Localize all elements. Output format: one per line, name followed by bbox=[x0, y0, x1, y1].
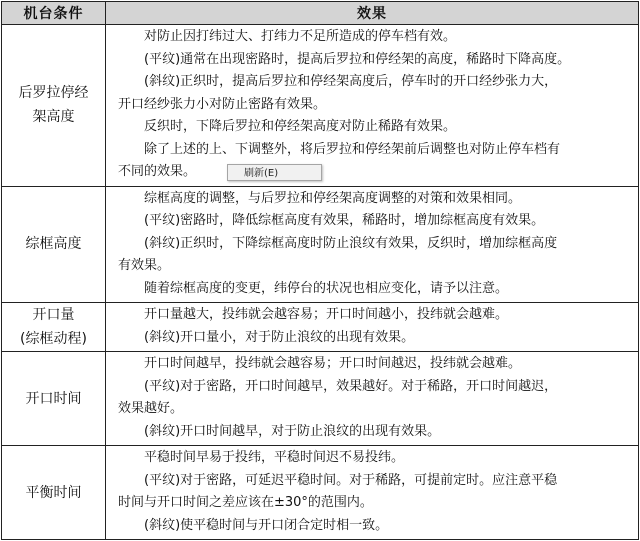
header-effect: 效果 bbox=[106, 2, 639, 25]
effect-line: 反织时，下降后罗拉和停经架高度对防止稀路有效果。 bbox=[144, 119, 457, 134]
loom-settings-table bbox=[1, 1, 639, 540]
effect-line: 随着综框高度的变更，纬停台的状况也相应变化，请予以注意。 bbox=[144, 280, 509, 296]
effect-line: (平纹)密路时，降低综框高度有效果，稀路时，增加综框高度有效果。 bbox=[144, 213, 545, 228]
effect-cell bbox=[106, 352, 639, 446]
effect-line: 开口量越大，投纬就会越容易；开口时间越小，投纬就会越难。 bbox=[144, 307, 509, 322]
effect-line: 时间与开口时间之差应该在±30°的范围内。 bbox=[118, 495, 373, 510]
effect-line: 对防止因打纬过大、打纬力不足所造成的停车档有效。 bbox=[144, 29, 457, 44]
effect-line: 除了上述的上、下调整外，将后罗拉和停经架前后调整也对防止停车档有 bbox=[144, 141, 561, 157]
context-menu-refresh-item[interactable]: 刷新(E) bbox=[227, 164, 322, 181]
effect-cell bbox=[106, 303, 639, 352]
effect-line: 有效果。 bbox=[118, 258, 171, 273]
condition-cell bbox=[2, 25, 106, 187]
effect-line: 开口时间越早，投纬就会越容易；开口时间越迟，投纬就会越难。 bbox=[144, 356, 522, 371]
effect-line: (平纹)对于密路，可延迟平稳时间。对于稀路，可提前定时。应注意平稳 bbox=[144, 472, 558, 488]
effect-line: 综框高度的调整，与后罗拉和停经架高度调整的对策和效果相同。 bbox=[144, 190, 522, 206]
effect-cell bbox=[106, 25, 639, 187]
condition-line: 平衡时间 bbox=[25, 484, 82, 501]
condition-cell bbox=[2, 303, 106, 352]
effect-line: 不同的效果。 bbox=[118, 164, 197, 179]
condition-line: 开口时间 bbox=[25, 390, 82, 407]
effect-line: (斜纹)使平稳时间与开口闭合定时相一致。 bbox=[144, 517, 389, 533]
condition-line: 后罗拉停经 bbox=[18, 85, 89, 102]
table-row bbox=[2, 352, 639, 446]
table-row bbox=[2, 303, 639, 352]
effect-cell bbox=[106, 186, 639, 303]
condition-line: 架高度 bbox=[32, 109, 75, 126]
effect-line: (斜纹)开口时间越早，对于防止浪纹的出现有效果。 bbox=[144, 423, 441, 439]
effect-line: (斜纹)正织时，下降综框高度时防止浪纹有效果，反织时，增加综框高度 bbox=[144, 235, 558, 251]
table-row bbox=[2, 186, 639, 303]
effect-line: 开口经纱张力小对防止密路有效果。 bbox=[118, 96, 327, 112]
effect-line: (平纹)通常在出现密路时，提高后罗拉和停经架的高度，稀路时下降高度。 bbox=[144, 51, 571, 67]
condition-line: 综框高度 bbox=[25, 236, 82, 253]
condition-cell bbox=[2, 446, 106, 540]
condition-line: 开口量 bbox=[32, 307, 75, 323]
effect-line: (斜纹)正织时，提高后罗拉和停经架高度后，停车时的开口经纱张力大， bbox=[144, 74, 558, 89]
effect-line: (斜纹)开口量小，对于防止浪纹的出现有效果。 bbox=[144, 329, 415, 345]
table-header-row bbox=[2, 2, 639, 25]
condition-line: (综框动程) bbox=[20, 331, 87, 347]
effect-cell bbox=[106, 446, 639, 540]
table-row bbox=[2, 25, 639, 187]
header-condition: 机台条件 bbox=[2, 2, 106, 25]
table-row bbox=[2, 446, 639, 540]
effect-line: (平纹)对于密路，开口时间越早，效果越好。对于稀路，开口时间越迟， bbox=[144, 378, 558, 394]
effect-line: 效果越好。 bbox=[118, 401, 184, 416]
condition-cell bbox=[2, 352, 106, 446]
condition-cell bbox=[2, 186, 106, 303]
effect-line: 平稳时间早易于投纬，平稳时间迟不易投纬。 bbox=[144, 450, 405, 465]
